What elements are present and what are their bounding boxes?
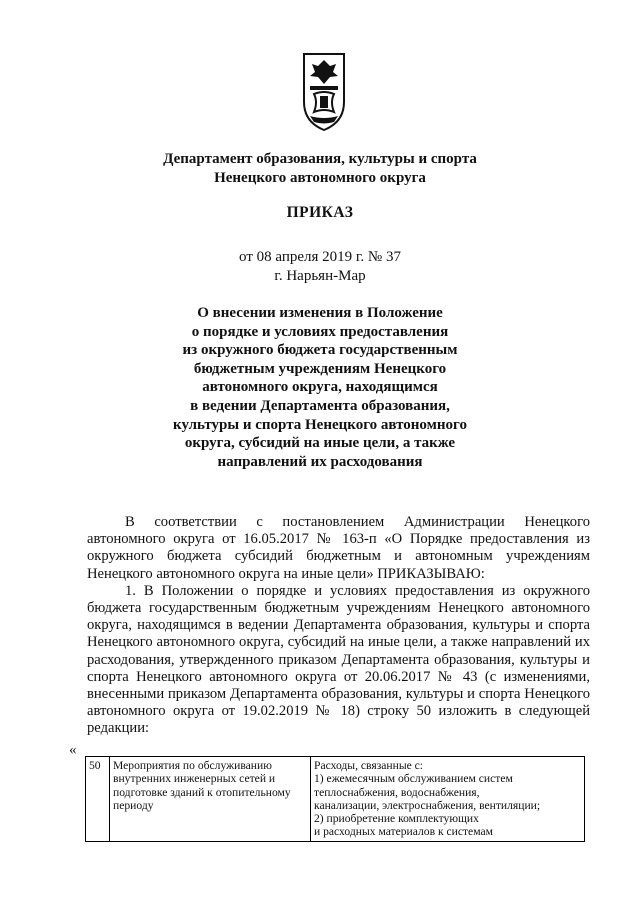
cell-line: Мероприятия по обслуживанию [113,759,272,772]
cell-line: подготовке зданий к отопительному [113,785,291,799]
date-number: от 08 апреля 2019 г. № 37 [239,249,401,265]
cell-line: и расходных материалов к системам [314,825,493,839]
document-body [87,514,590,738]
subject-line: бюджетным учреждениям Ненецкого [193,360,447,377]
cell-line: канализации, электроснабжения, вентиляции; [314,798,541,812]
expenses-cell [311,757,585,842]
department-name [0,150,640,188]
table-row [86,757,585,842]
subject-line: культуры и спорта Ненецкого автономного [173,416,467,433]
document-subject [0,304,640,471]
subject-line: из окружного бюджета государственным [182,342,458,359]
opening-quote: « [69,742,77,758]
department-line-2: Ненецкого автономного округа [214,170,426,186]
cell-line: 1) ежемесячным обслуживанием систем [314,772,513,786]
paragraph-item-1: 1. В Положении о порядке и условиях предоставления из окружного бюджета государственным бюджетным учреждениям Ненецкого автономного округа, находящимся в ведении Департамента образования, культуры и спорта Ненецкого автономного округа, субсидий на иные цели, а также направлений их расходования, утвержденного приказом Департамента образования, культуры и спорта Ненецкого автономного округа от 20.06.2017 № 43 (с изменениями, внесенными приказом Департамента образования, культуры и спорта Ненецкого автономного округа от 19.02.2019 № 18) строку 50 изложить в следующей редакции: [87,582,590,737]
subject-line: направлений их расходования [217,453,423,470]
cell-line: внутренних инженерных сетей и [113,772,276,786]
date-place [0,248,640,286]
subject-line: о порядке и условиях предоставления [191,323,449,340]
cell-line: периоду [113,798,154,812]
subject-line: округа, субсидий на иные цели, а также [184,435,456,452]
amendment-table [85,756,585,842]
cell-line: Расходы, связанные с: [314,759,424,772]
document-type: ПРИКАЗ [286,204,354,221]
coat-of-arms-icon [300,50,348,134]
cell-line: теплоснабжения, водоснабжения, [314,785,480,799]
measure-name-cell [110,757,311,842]
subject-line: автономного округа, находящимся [202,379,438,396]
place: г. Нарьян-Мар [274,268,366,284]
row-number-cell: 50 [86,757,110,842]
cell-line: 2) приобретение комплектующих [314,812,479,826]
department-line-1: Департамент образования, культуры и спорта [163,151,477,167]
paragraph-preamble: В соответствии с постановлением Администрации Ненецкого автономного округа от 16.05.2017 № 163-п «О Порядке предоставления из окружного бюджета субсидий бюджетным и автономным учреждениям Ненецкого автономного округа на иные цели» ПРИКАЗЫВАЮ: [87,514,590,582]
subject-line: О внесении изменения в Положение [197,305,443,321]
subject-line: в ведении Департамента образования, [190,397,450,414]
